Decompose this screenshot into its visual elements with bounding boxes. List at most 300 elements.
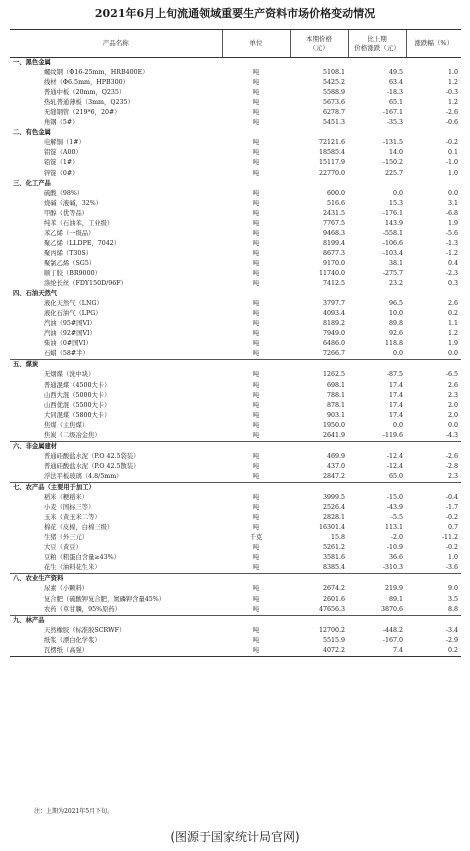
change-cell: 225.7 [384, 169, 403, 177]
unit-cell: 吨 [252, 159, 260, 167]
table-row [10, 229, 461, 239]
change-cell: 10.0 [388, 310, 403, 318]
pct-cell: 1.2 [447, 330, 458, 338]
change-cell: 89.8 [388, 320, 403, 328]
price-cell: 3797.7 [322, 300, 345, 308]
change-cell: 63.4 [388, 79, 403, 87]
change-cell: 23.2 [388, 280, 403, 288]
empty-cell [348, 615, 406, 626]
product-name: 花生（油料花生米） [44, 564, 101, 572]
table-row [10, 370, 461, 380]
change-cell: 49.5 [388, 69, 403, 77]
price-cell: 6278.7 [322, 109, 345, 117]
pct-cell: 2.0 [447, 411, 458, 419]
pct-cell: 3.1 [447, 199, 458, 207]
product-name: 纯苯（石油苯，工业级） [44, 219, 114, 227]
category-title: 九、林产品 [10, 615, 222, 626]
empty-cell [406, 574, 461, 585]
pct-cell: 1.0 [447, 554, 458, 562]
change-cell: -18.3 [386, 89, 403, 97]
unit-cell: 吨 [252, 605, 260, 613]
empty-cell [406, 482, 461, 493]
header-price: 本期价格 （元） [290, 30, 348, 58]
pct-cell: -0.2 [445, 514, 458, 522]
price-cell: 1950.0 [322, 421, 345, 429]
pct-cell: 0.1 [447, 149, 458, 157]
unit-cell: 吨 [222, 646, 290, 657]
pct-cell: -6.8 [445, 209, 458, 217]
category-title: 五、煤炭 [10, 360, 222, 371]
pct-cell: 0.2 [447, 310, 458, 318]
empty-cell [222, 574, 290, 585]
pct-cell: -6.5 [445, 371, 458, 379]
empty-cell [290, 482, 348, 493]
price-cell: 16301.4 [318, 524, 345, 532]
product-name: 农药（草甘膦，95%原药） [44, 605, 121, 613]
table-row [10, 472, 461, 483]
price-cell: 2526.4 [322, 504, 345, 512]
pct-cell: 0.4 [447, 259, 458, 267]
price-cell: 6486.0 [322, 340, 345, 348]
product-name: 聚氯乙烯（SG5） [44, 259, 96, 267]
product-name: 顺丁胶（BR9000） [44, 270, 101, 277]
change-cell: 14.0 [388, 149, 403, 157]
pct-cell: -1.2 [445, 249, 458, 257]
product-name: 硫酸（98%） [44, 189, 84, 197]
table-row [10, 646, 461, 657]
price-cell: 11740.0 [318, 270, 345, 277]
category-row [10, 289, 461, 299]
table-row [10, 249, 461, 259]
table-row [10, 239, 461, 249]
pct-cell: 1.9 [447, 219, 458, 227]
change-cell: -43.9 [386, 504, 403, 512]
unit-cell: 吨 [252, 270, 260, 277]
empty-cell [222, 128, 290, 138]
price-cell: 516.6 [326, 199, 345, 207]
pct-cell: -0.4 [445, 494, 458, 502]
empty-cell [222, 360, 290, 371]
product-name: 角钢（5#） [44, 119, 79, 127]
empty-cell [348, 360, 406, 371]
empty-cell [348, 58, 406, 69]
category-title: 三、化工产品 [13, 179, 51, 187]
table-row [10, 269, 461, 279]
pct-cell: -0.3 [445, 89, 458, 97]
table-row [10, 493, 461, 503]
table-row [10, 381, 461, 391]
pct-cell: 1.2 [447, 99, 458, 107]
change-cell: 92.6 [388, 330, 403, 338]
pct-cell: 2.6 [447, 381, 458, 389]
price-cell: 903.1 [326, 411, 345, 419]
price-cell: 2674.2 [322, 585, 345, 593]
change-cell: -131.5 [382, 139, 403, 147]
pct-cell: 2.6 [447, 300, 458, 308]
price-cell: 5425.2 [322, 79, 345, 87]
pct-cell: -1.7 [445, 504, 458, 512]
empty-cell [406, 289, 461, 299]
pct-cell: -2.3 [445, 270, 458, 277]
price-cell: 7412.5 [322, 280, 345, 288]
image-source-caption: (图源于国家统计局官网) [170, 830, 300, 844]
product-name: 电解铜（1#） [44, 139, 85, 147]
unit-cell: 吨 [252, 472, 260, 480]
price-cell: 2601.6 [322, 595, 345, 603]
change-cell: 89.1 [388, 595, 403, 603]
table-row [10, 279, 461, 289]
header-pct: 涨跌幅（%） [406, 30, 461, 58]
category-row [10, 441, 461, 452]
empty-cell [222, 179, 290, 189]
table-row [10, 431, 461, 442]
product-name: 浮法平板玻璃（4.8/5mm） [44, 472, 123, 480]
change-cell: -87.5 [386, 371, 403, 379]
price-cell: 72121.6 [318, 139, 345, 147]
unit-cell: 吨 [252, 421, 260, 429]
product-name: 玉米（黄玉米二等） [44, 514, 101, 522]
price-cell: 15.8 [330, 534, 345, 542]
unit-cell: 吨 [252, 554, 260, 562]
unit-cell: 吨 [252, 119, 260, 127]
price-cell: 9468.3 [322, 229, 345, 237]
product-name: 普通硅酸盐水泥（P.O 42.5散装） [44, 462, 140, 470]
change-cell: 219.9 [384, 585, 403, 593]
change-cell: 15.3 [388, 199, 403, 207]
table-row [10, 411, 461, 421]
product-name: 螺纹钢（Φ16-25mm，HRB400E） [44, 69, 149, 77]
table-row [10, 209, 461, 219]
category-title: 四、石油天然气 [13, 290, 58, 298]
category-title: 八、农业生产资料 [10, 574, 222, 585]
change-cell: 3870.6 [380, 605, 403, 613]
empty-cell [348, 441, 406, 452]
unit-cell: 吨 [252, 514, 260, 522]
pct-cell: -4.3 [445, 431, 458, 439]
change-cell: 65.1 [388, 99, 403, 107]
table-row [10, 605, 461, 616]
pct-cell: -3.6 [445, 564, 458, 572]
unit-cell: 吨 [252, 350, 260, 358]
change-cell: 0.0 [392, 189, 403, 197]
pct-cell: -2.6 [445, 452, 458, 460]
change-cell: 7.4 [348, 646, 406, 657]
product-name: 线材（Φ6.5mm，HPB300） [44, 79, 129, 87]
unit-cell: 吨 [252, 340, 260, 348]
empty-cell [406, 58, 461, 69]
price-cell: 878.1 [326, 401, 345, 409]
category-title: 六、非金属建材 [10, 441, 222, 452]
change-cell: -448.2 [382, 626, 403, 634]
table-row [10, 138, 461, 148]
empty-cell [222, 615, 290, 626]
change-cell: -12.4 [386, 452, 403, 460]
price-cell: 2431.5 [322, 209, 345, 217]
pct-cell: 8.8 [447, 605, 458, 613]
pct-cell: 1.0 [447, 169, 458, 177]
price-cell: 7949.0 [322, 330, 345, 338]
empty-cell [222, 482, 290, 493]
pct-cell: 2.3 [447, 472, 458, 480]
unit-cell: 吨 [252, 431, 260, 439]
table-row [10, 626, 461, 636]
pct-cell: 0.0 [447, 421, 458, 429]
pct-cell: 3.5 [447, 595, 458, 603]
product-name: 纸浆（漂白化学浆） [44, 636, 101, 644]
product-name: 焦炭（二级冶金焦） [44, 431, 101, 439]
change-cell: 143.9 [384, 219, 403, 227]
pct-cell: 1.1 [447, 320, 458, 328]
table-row [10, 118, 461, 128]
product-name: 烧碱（液碱，32%） [44, 199, 103, 207]
price-cell: 15117.9 [318, 159, 345, 167]
category-row [10, 58, 461, 69]
empty-cell [222, 441, 290, 452]
empty-cell [222, 289, 290, 299]
table-row [10, 543, 461, 553]
price-cell: 9170.0 [322, 259, 345, 267]
unit-cell: 吨 [252, 199, 260, 207]
change-cell: -275.7 [382, 270, 403, 277]
price-cell: 5673.6 [322, 99, 345, 107]
price-cell: 18585.4 [318, 149, 345, 157]
pct-cell: -2.6 [445, 109, 458, 117]
unit-cell: 吨 [252, 626, 260, 634]
price-cell: 47656.3 [318, 605, 345, 613]
unit-cell: 吨 [252, 494, 260, 502]
product-name: 山西优混（5500大卡） [44, 401, 111, 409]
price-cell: 2847.2 [322, 472, 345, 480]
price-cell: 4072.2 [290, 646, 348, 657]
price-cell: 7266.7 [322, 350, 345, 358]
table-row [10, 636, 461, 646]
product-name: 热轧普通薄板（3mm，Q235） [44, 99, 134, 107]
product-name: 无缝钢管（219*6，20#） [44, 109, 121, 117]
category-title: 七、农产品（主要用于加工） [10, 482, 222, 493]
unit-cell: 吨 [252, 595, 260, 603]
pct-cell: 9.0 [447, 585, 458, 593]
change-cell: 118.8 [384, 340, 403, 348]
pct-cell: 2.3 [447, 391, 458, 399]
empty-cell [290, 128, 348, 138]
product-name: 生猪（外三元） [44, 534, 89, 542]
product-name: 山西大混（5000大卡） [44, 391, 111, 399]
change-cell: -167.0 [382, 636, 403, 644]
product-name: 甲醇（优等品） [44, 209, 89, 217]
unit-cell: 吨 [252, 280, 260, 288]
pct-cell: -2.9 [445, 636, 458, 644]
pct-cell: 2.0 [447, 401, 458, 409]
change-cell: -150.2 [382, 159, 403, 167]
unit-cell: 吨 [252, 249, 260, 257]
product-name: 柴油（0#国VI） [44, 340, 92, 348]
table-row [10, 339, 461, 349]
pct-cell: 0.0 [447, 189, 458, 197]
product-name: 铝锭（A00） [44, 149, 82, 157]
product-name: 豆粕（粗蛋白含量≥43%） [44, 554, 120, 562]
pct-cell: -2.8 [445, 462, 458, 470]
change-cell: -103.4 [382, 249, 403, 257]
product-name: 汽油（95#国VI） [44, 320, 96, 328]
unit-cell: 吨 [252, 149, 260, 157]
product-name: 瓦楞纸（高强） [10, 646, 222, 657]
category-row [10, 615, 461, 626]
table-row [10, 533, 461, 543]
product-name: 苯乙烯（一级品） [44, 229, 95, 237]
price-cell: 4093.4 [322, 310, 345, 318]
price-cell: 469.9 [326, 452, 345, 460]
change-cell: -558.1 [382, 229, 403, 237]
product-name: 普通中板（20mm，Q235） [44, 89, 126, 97]
change-cell: 17.4 [388, 391, 403, 399]
header-change: 比上期 价格涨跌（元） [348, 30, 406, 58]
pct-cell: -0.6 [445, 119, 458, 127]
product-name: 焦煤（主焦煤） [44, 421, 89, 429]
empty-cell [406, 441, 461, 452]
unit-cell: 吨 [252, 524, 260, 532]
price-cell: 600.0 [326, 189, 345, 197]
product-name: 汽油（92#国VI） [44, 330, 96, 338]
change-cell: -15.0 [386, 494, 403, 502]
pct-cell: -3.4 [445, 626, 458, 634]
table-row [10, 401, 461, 411]
table-row [10, 309, 461, 319]
unit-cell: 吨 [252, 239, 260, 247]
product-name: 普通混煤（4500大卡） [44, 381, 111, 389]
price-cell: 1262.5 [322, 371, 345, 379]
empty-cell [290, 289, 348, 299]
change-cell: -176.1 [382, 209, 403, 217]
table-row [10, 594, 461, 604]
product-name: 大豆（黄豆） [44, 544, 82, 552]
price-cell: 8677.3 [322, 249, 345, 257]
price-cell: 2641.9 [322, 431, 345, 439]
unit-cell: 吨 [252, 330, 260, 338]
price-cell: 5261.2 [322, 544, 345, 552]
change-cell: 36.6 [388, 554, 403, 562]
table-row [10, 462, 461, 472]
change-cell: 0.0 [392, 350, 403, 358]
table-row [10, 259, 461, 269]
table-row [10, 563, 461, 574]
table-row [10, 199, 461, 209]
change-cell: -10.9 [386, 544, 403, 552]
unit-cell: 吨 [252, 636, 260, 644]
unit-cell: 吨 [252, 99, 260, 107]
product-name: 聚乙烯（LLDPE，7042） [44, 239, 121, 247]
price-cell: 8385.4 [322, 564, 345, 572]
unit-cell: 吨 [252, 411, 260, 419]
empty-cell [406, 179, 461, 189]
empty-cell [348, 482, 406, 493]
price-cell: 698.1 [326, 381, 345, 389]
table-body [10, 58, 461, 657]
table-row [10, 391, 461, 401]
unit-cell: 吨 [252, 371, 260, 379]
empty-cell [406, 615, 461, 626]
change-cell: -12.4 [386, 462, 403, 470]
unit-cell: 吨 [252, 169, 260, 177]
table-row [10, 189, 461, 199]
pct-cell: -5.6 [445, 229, 458, 237]
unit-cell: 吨 [252, 381, 260, 389]
price-cell: 2828.1 [322, 514, 345, 522]
change-cell: -35.3 [386, 119, 403, 127]
table-row [10, 108, 461, 118]
pct-cell: -0.2 [445, 139, 458, 147]
product-name: 天然橡胶（标准胶SCRWF） [44, 626, 126, 634]
table-header-row [10, 30, 461, 58]
table-row [10, 584, 461, 594]
price-table [10, 29, 461, 657]
pct-cell: -0.2 [445, 544, 458, 552]
price-cell: 12700.2 [318, 626, 345, 634]
unit-cell: 吨 [252, 300, 260, 308]
unit-cell: 吨 [252, 259, 260, 267]
empty-cell [290, 360, 348, 371]
change-cell: -106.6 [382, 239, 403, 247]
change-cell: 0.0 [392, 421, 403, 429]
header-name: 产品名称 [10, 30, 222, 58]
empty-cell [290, 179, 348, 189]
pct-cell: 0.0 [447, 350, 458, 358]
change-cell: -5.5 [390, 514, 403, 522]
unit-cell: 吨 [252, 189, 260, 197]
table-row [10, 421, 461, 431]
table-row [10, 299, 461, 309]
price-cell: 5515.9 [322, 636, 345, 644]
product-name: 铅锭（1#） [44, 159, 79, 167]
product-name: 稻米（粳稻米） [44, 494, 89, 502]
unit-cell: 吨 [252, 139, 260, 147]
table-row [10, 503, 461, 513]
pct-cell: -1.0 [445, 159, 458, 167]
pct-cell: 0.3 [447, 280, 458, 288]
table-row [10, 98, 461, 108]
empty-cell [290, 58, 348, 69]
price-cell: 22770.0 [318, 169, 345, 177]
pct-cell: 0.2 [406, 646, 461, 657]
table-row [10, 219, 461, 229]
empty-cell [348, 289, 406, 299]
table-row [10, 148, 461, 158]
header-unit: 单位 [222, 30, 290, 58]
price-cell: 3999.5 [322, 494, 345, 502]
empty-cell [348, 574, 406, 585]
category-row [10, 482, 461, 493]
product-name: 大同混煤（5800大卡） [44, 411, 111, 419]
unit-cell: 吨 [252, 544, 260, 552]
change-cell: 96.5 [388, 300, 403, 308]
product-name: 涤纶长丝（FDY150D/96F） [44, 280, 127, 288]
unit-cell: 吨 [252, 69, 260, 77]
product-name: 聚丙烯（T30S） [44, 249, 93, 257]
table-row [10, 513, 461, 523]
empty-cell [222, 58, 290, 69]
change-cell: -119.6 [382, 431, 403, 439]
price-cell: 8189.2 [322, 320, 345, 328]
change-cell: -167.1 [382, 109, 403, 117]
table-row [10, 349, 461, 360]
price-cell: 3581.6 [322, 554, 345, 562]
empty-cell [348, 179, 406, 189]
unit-cell: 吨 [252, 391, 260, 399]
table-row [10, 553, 461, 563]
unit-cell: 吨 [252, 79, 260, 87]
unit-cell: 吨 [252, 310, 260, 318]
pct-cell: 1.2 [447, 79, 458, 87]
category-row [10, 179, 461, 189]
